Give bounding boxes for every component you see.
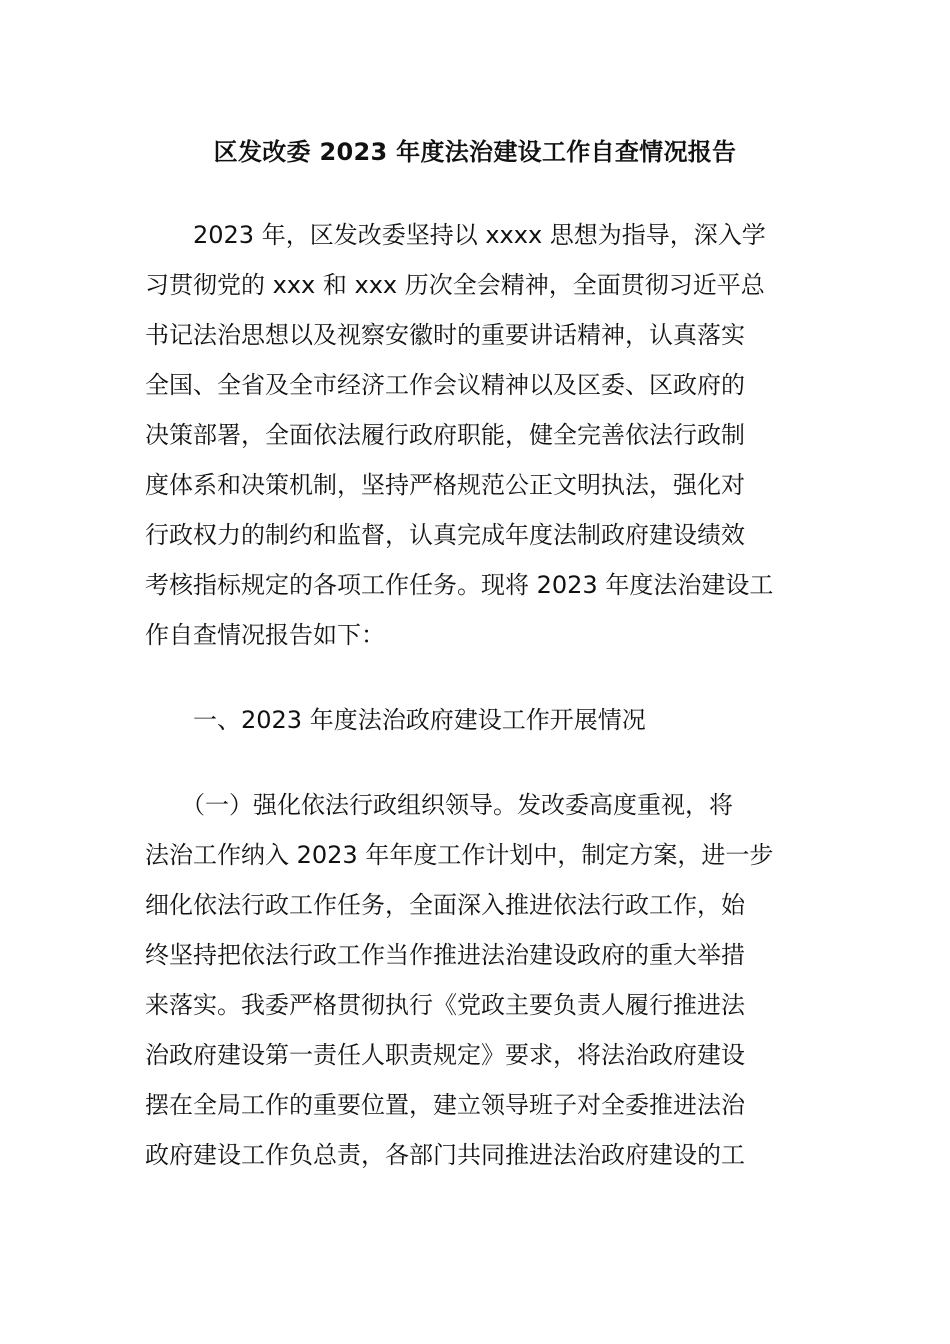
paragraph-1-line: 决策部署，全面依法履行政府职能，健全完善依法行政制 <box>145 421 745 449</box>
paragraph-2-line: 细化依法行政工作任务，全面深入推进依法行政工作，始 <box>145 891 745 919</box>
paragraph-1-line: 全国、全省及全市经济工作会议精神以及区委、区政府的 <box>145 371 745 399</box>
paragraph-2-line: 法治工作纳入 2023 年年度工作计划中，制定方案，进一步 <box>145 841 774 869</box>
paragraph-1-line: 书记法治思想以及视察安徽时的重要讲话精神，认真落实 <box>145 321 745 349</box>
paragraph-1-line: 度体系和决策机制，坚持严格规范公正文明执法，强化对 <box>145 471 745 499</box>
paragraph-1-line: 2023 年，区发改委坚持以 xxxx 思想为指导，深入学 <box>145 221 766 249</box>
paragraph-2-line: 治政府建设第一责任人职责规定》要求，将法治政府建设 <box>145 1041 745 1069</box>
paragraph-1-line: 作自查情况报告如下： <box>145 621 385 649</box>
section-heading: 一、2023 年度法治政府建设工作开展情况 <box>145 706 646 734</box>
paragraph-2-line: （一）强化依法行政组织领导。发改委高度重视，将 <box>145 791 733 819</box>
paragraph-2-line: 来落实。我委严格贯彻执行《党政主要负责人履行推进法 <box>145 991 745 1019</box>
paragraph-2-line: 终坚持把依法行政工作当作推进法治建设政府的重大举措 <box>145 941 745 969</box>
paragraph-1-line: 行政权力的制约和监督，认真完成年度法制政府建设绩效 <box>145 521 745 549</box>
document-title: 区发改委 2023 年度法治建设工作自查情况报告 <box>213 138 737 166</box>
paragraph-1-line: 习贯彻党的 xxx 和 xxx 历次全会精神，全面贯彻习近平总 <box>145 271 765 299</box>
paragraph-2-line: 政府建设工作负总责，各部门共同推进法治政府建设的工 <box>145 1141 745 1169</box>
paragraph-1-line: 考核指标规定的各项工作任务。现将 2023 年度法治建设工 <box>145 571 774 599</box>
paragraph-2-line: 摆在全局工作的重要位置，建立领导班子对全委推进法治 <box>145 1091 745 1119</box>
